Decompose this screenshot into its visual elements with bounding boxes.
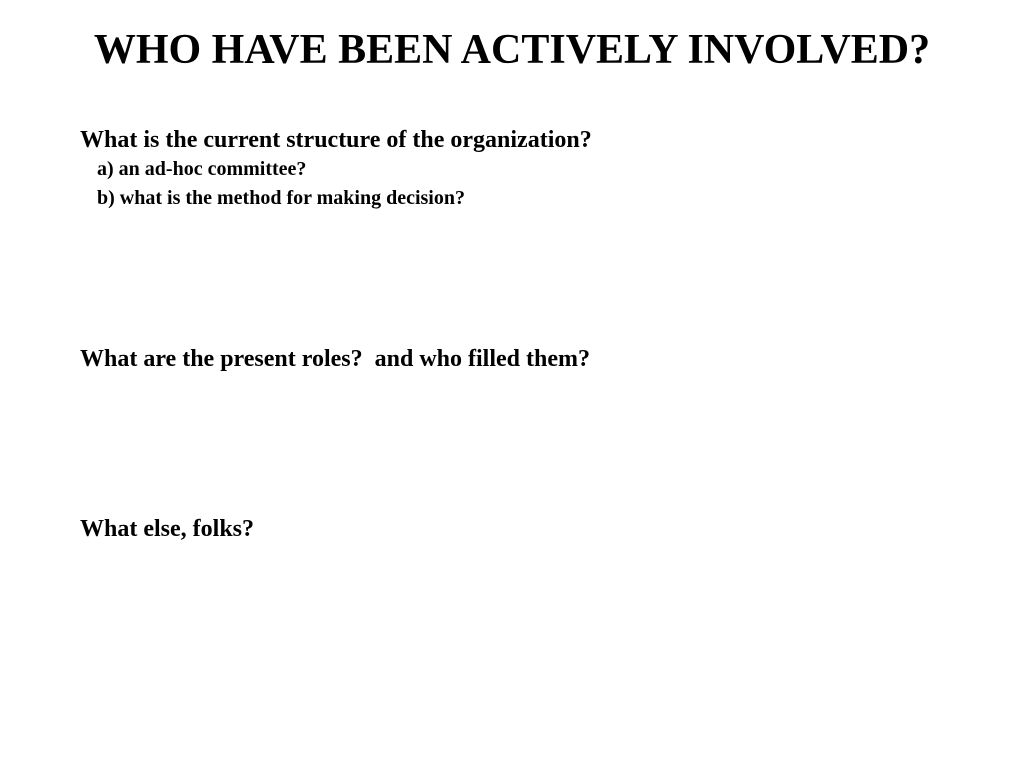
question-structure: What is the current structure of the organization? — [80, 127, 592, 153]
slide-title: WHO HAVE BEEN ACTIVELY INVOLVED? — [93, 27, 931, 73]
sub-item-decision-method: b) what is the method for making decision? — [97, 187, 465, 209]
sub-item-ad-hoc-committee: a) an ad-hoc committee? — [97, 158, 307, 180]
question-else: What else, folks? — [80, 516, 254, 542]
question-roles: What are the present roles? and who filled them? — [80, 346, 590, 372]
